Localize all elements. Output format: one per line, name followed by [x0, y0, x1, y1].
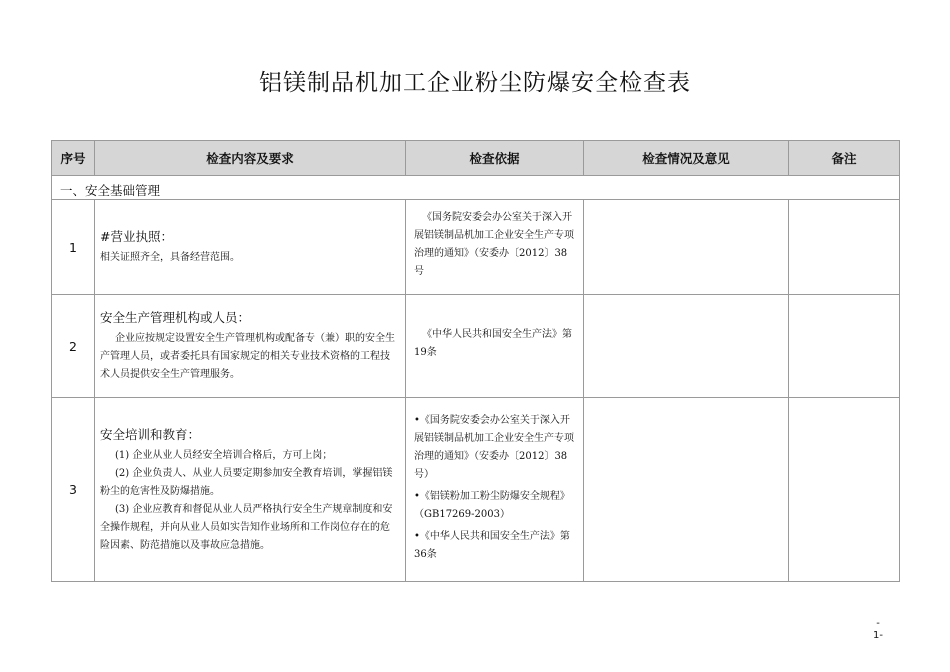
basis-text: •《国务院安委会办公室关于深入开展铝镁制品机加工企业安全生产专项治理的通知》（安委办〔2012〕38号）	[414, 414, 574, 480]
status-cell[interactable]	[584, 200, 789, 295]
header-status: 检查情况及意见	[584, 141, 789, 176]
content-text: (2) 企业负责人、从业人员要定期参加安全教育培训，掌握铝镁粉尘的危害性及防爆措施。	[100, 467, 393, 497]
status-cell[interactable]	[584, 295, 789, 398]
page-number-dash: -	[876, 618, 880, 629]
remark-cell[interactable]	[789, 200, 900, 295]
row-basis	[406, 295, 584, 398]
content-text: 相关证照齐全，具备经营范围。	[100, 252, 240, 263]
inspection-table	[51, 140, 900, 582]
table-row	[52, 295, 900, 398]
table-row	[52, 200, 900, 295]
basis-text: •《中华人民共和国安全生产法》第36条	[414, 530, 570, 560]
row-basis	[406, 200, 584, 295]
row-content	[95, 295, 406, 398]
row-number: 2	[52, 295, 95, 398]
row-content	[95, 200, 406, 295]
basis-text: •《铝镁粉加工粉尘防爆安全规程》（GB17269-2003）	[414, 490, 570, 520]
status-cell[interactable]	[584, 398, 789, 582]
header-basis: 检查依据	[406, 141, 584, 176]
basis-text: 《国务院安委会办公室关于深入开展铝镁制品机加工企业安全生产专项治理的通知》（安委办〔2012〕38号	[414, 212, 574, 277]
header-remark: 备注	[789, 141, 900, 176]
row-basis	[406, 398, 584, 582]
table-row	[52, 398, 900, 582]
content-heading: 安全培训和教育：	[100, 426, 201, 442]
remark-cell[interactable]	[789, 398, 900, 582]
page-number-value: 1-	[873, 630, 883, 641]
page-number	[868, 618, 888, 642]
row-number: 3	[52, 398, 95, 582]
section-row	[52, 176, 900, 200]
content-text: (3) 企业应教育和督促从业人员严格执行安全生产规章制度和安全操作规程，并向从业人员如实告知作业场所和工作岗位存在的危险因素、防范措施以及事故应急措施。	[100, 503, 393, 551]
remark-cell[interactable]	[789, 295, 900, 398]
content-heading: 安全生产管理机构或人员：	[100, 310, 251, 325]
section-title: 一、安全基础管理	[52, 176, 900, 200]
header-content: 检查内容及要求	[95, 141, 406, 176]
content-text: 企业应按规定设置安全生产管理机构或配备专（兼）职的安全生产管理人员，或者委托具有国家规定的相关专业技术资格的工程技术人员提供安全生产管理服务。	[100, 333, 395, 380]
content-heading: #营业执照：	[100, 229, 173, 244]
basis-text: 《中华人民共和国安全生产法》第19条	[414, 329, 572, 358]
header-seq: 序号	[52, 141, 95, 176]
content-text: (1) 企业从业人员经安全培训合格后，方可上岗；	[115, 449, 333, 461]
document-title: 铝镁制品机加工企业粉尘防爆安全检查表	[259, 70, 691, 96]
row-number: 1	[52, 200, 95, 295]
table-header-row	[52, 141, 900, 176]
row-content	[95, 398, 406, 582]
